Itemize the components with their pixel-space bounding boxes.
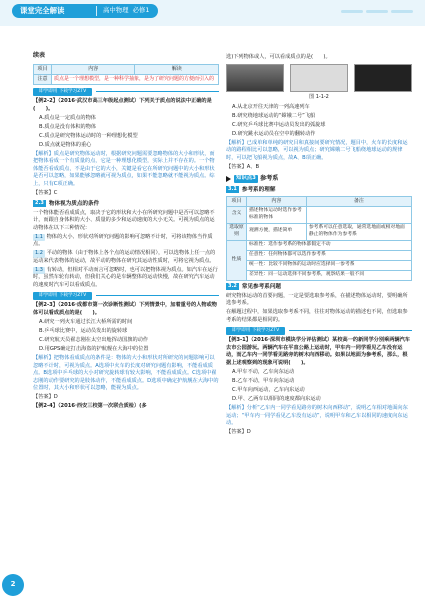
table-header-cell: 备注	[306, 196, 411, 206]
option: C.质点是研究物体运动时的一种理想化模型	[39, 132, 138, 139]
table-row	[227, 206, 412, 223]
table-row	[34, 74, 219, 84]
example-title: 【例2-2】（2016·武汉市高三年级起点测试）下列关于质点的说法中正确的是( )。	[33, 98, 212, 112]
answer-text: 【答案】A、B	[226, 164, 260, 170]
example-title: 【例2-3】（2016·成都市第一次诊断性测试）下列情景中，加着重号的人物或物体可以看成质点的是( )。	[33, 302, 217, 317]
practice-button[interactable]: 即学即用 下载学习ZTV	[226, 327, 285, 335]
table-header-cell: 内容	[247, 196, 307, 206]
table-cell: 观测方便，描述简单	[247, 223, 307, 240]
paragraph: 选)下列物体或人，可以看成质点的是( )。	[226, 54, 331, 60]
option: D.甲、乙两车以相同的速度都向东运动	[232, 395, 321, 402]
example-title: 【例3-1】（2016·深圳市模块学分评估测试）某校高一的新同学分别乘两辆汽车去市公园游玩。两辆汽车在平直公路上运动时，甲车内一同学看见乙车没有运动，而乙车内一同学看见路旁的树木向西移动。如果以地面为参考系，那么，根据上述观察到的现象可说明( )。	[226, 337, 410, 366]
volume-label: 必修1	[132, 6, 150, 14]
triangle-icon	[226, 176, 231, 182]
subsection-heading	[226, 186, 412, 194]
condition-text: 有转动，但相对平动而言可忽略时，也可以把物体视为质点。如汽车在运行时，虽然车轮有转动，但我们关心的是车辆整体的运动快慢，故在研究汽车运动的速度时汽车可以看成质点。	[33, 266, 218, 288]
divider	[96, 295, 219, 296]
subsection-heading	[226, 283, 412, 291]
paragraph: 在解题过程中，如果选取参考系不同，往往对物体运动的描述也不同，但选取参考系的结果都是相同的。	[226, 309, 408, 323]
table-row-label: 含义	[227, 206, 247, 223]
table-row-label: 注意	[34, 74, 52, 84]
practice-button[interactable]: 即学即用 下载学习ZTV	[33, 292, 92, 300]
table-header-row	[34, 64, 219, 74]
page-number-badge	[2, 574, 24, 596]
analysis-text: 【解析】分析“乙车内一同学看见路旁的树木向西移动”，说明乙车相对地面向东运动；“甲车内一同学看见乙车没有运动”，说明甲车和乙车以相同的速度向东运动。	[226, 404, 408, 427]
practice-strip	[226, 326, 412, 335]
knowledge-point-label: 知识点3	[236, 175, 256, 182]
subject-volume	[103, 6, 150, 15]
option: C.研究乒乓球比赛中运动员发出的弧旋球	[232, 121, 326, 128]
option: A.研究一列火车通过长江大桥所需的时间	[39, 319, 133, 326]
table-row	[227, 240, 412, 250]
table-row-label: 选取原则	[227, 223, 247, 240]
item-number: 1.2	[35, 250, 43, 257]
divider	[96, 91, 219, 92]
figure-caption: 图 1-1-2	[309, 93, 329, 100]
table-cell: 统一性：比较不同物体的运动时应选择同一参考系	[247, 260, 412, 270]
option: C.甲车向西运动，乙车向东运动	[232, 386, 305, 393]
subsection-heading	[33, 200, 219, 208]
book-title: 课堂完全解读	[20, 6, 65, 15]
table-cell: 差异性：同一运动选择不同参考系，观察结果一般不同	[247, 270, 412, 280]
subsection-title: 常见参考系问题	[241, 283, 282, 290]
paragraph: 一个物体能否看成质点，取决于它的形状和大小在所研究问题中是否可以忽略不计，而跟自身体积的大小、质量的多少和运动速度的大小无关。可视为质点的运动物体在以下三种情况：	[33, 209, 215, 231]
header-separator	[96, 6, 97, 16]
figure-images	[226, 64, 412, 92]
table-cell: 标准性：选作参考系的物体都假定不动	[247, 240, 412, 250]
practice-button[interactable]: 即学即用 下载学习ZTV	[33, 88, 92, 96]
table-header-cell: 解读	[135, 64, 219, 74]
answer-text: 【答案】D	[226, 429, 251, 436]
page-number: 2	[10, 580, 16, 588]
example-title: 【例2-4】（2016·西安三校第一次联合质检）(多	[33, 403, 147, 410]
option: B.乒乓球比赛中，运动员发出的旋转球	[39, 328, 128, 335]
table-cell: 质点是一个理想模型，是一种科学抽象，是为了研究问题的方便而引入的	[52, 74, 219, 84]
photo-spacecraft	[290, 64, 348, 92]
option: A.甲车不动，乙车向东运动	[232, 368, 295, 375]
table-header-cell: 项目	[227, 196, 247, 206]
table-header-cell: 内容	[52, 64, 135, 74]
table-row	[227, 223, 412, 240]
photo-diver	[354, 64, 412, 92]
table-cell	[306, 206, 411, 223]
analysis-text: 【解析】已成单和单纯的研究目和真接间要研究情况，题目中，火车的长度和运动的路程相比可以忽略，可以视为质点；研究嫦娥二号飞船绕地球运动的规律时，可以把飞船视为质点，故A、B项正确。	[226, 139, 408, 161]
option: B.研究绕地球运动的“嫦娥二号”飞船	[232, 112, 316, 119]
subject-label: 高中物理	[103, 6, 129, 14]
table-row-label: 性质	[227, 240, 247, 280]
item-number: 1.1	[35, 233, 43, 240]
left-column	[33, 52, 219, 412]
knowledge-point-heading	[226, 175, 412, 184]
condition-item	[33, 267, 219, 290]
reference-frame-table	[226, 196, 412, 281]
photo-train	[226, 64, 284, 92]
option: A.从北京开往天津的一列高速列车	[232, 103, 310, 110]
table-row	[227, 270, 412, 280]
option: D.用GPS确定打击海盗的护航舰在大海中的位置	[39, 346, 149, 353]
divider	[289, 330, 412, 331]
analysis-text: 【解析】质点是研究物体运动时，根据研究问题需要忽略物体的大小和形状，而把物体看成一个有质量的点，它是一种理想化模型，实际上并不存在的。一个物体能否看成质点，不是由于它的大小，关键是看它在所研究问题中的大小和形状是否可以忽略，如果能够忽略就可视为质点，如果不能忽略就不能视为质点。综上，只有C项正确。	[33, 150, 215, 187]
item-number: 1.3	[35, 266, 43, 273]
answer-text: 【答案】C	[33, 190, 58, 197]
concept-table	[33, 64, 219, 86]
option: B.乙车不动，甲车向东运动	[232, 377, 295, 384]
subsection-number: 3.2	[228, 282, 237, 289]
option: C.研究航天员翟志刚在太空出舱挥动国旗的动作	[39, 337, 149, 344]
table-row	[227, 260, 412, 270]
table-header-cell: 项目	[34, 64, 52, 74]
subsection-number: 3.1	[228, 185, 237, 192]
knowledge-point-title: 参考系	[259, 174, 279, 182]
page-header	[0, 0, 425, 26]
condition-text: 平动的物体（由于物体上各个点的运动情况相同），可以选物体上任一点的运动来代表物体的运动，故平动的物体在研究其运动性质时，可将它视为质点。	[33, 250, 216, 264]
table-cell: 参考系可以任意选取，通常选地面或相对地面静止的物体作为参考系	[306, 223, 411, 240]
practice-strip	[33, 291, 219, 300]
option: A.质点是一定质点的物体	[39, 114, 96, 121]
analysis-text: 【解析】把物体看成质点的条件是：物体的大小和形状对所研究的问题影响可以忽略不计时，可视为质点。A选项中火车的长度对研究问题有影响，不能看成质点。B选项中乒乓球的大小对研究旋转球有较大影响，不能看成质点。C选项中翟志刚的动作要研究的是肢体动作，不能看成质点。D选项中确定护航舰在大海中的位置时，其大小和形状可以忽略，能视为质点。	[33, 355, 219, 392]
table-header-row	[227, 196, 412, 206]
table-continued-label: 续表	[33, 52, 46, 59]
option: D.研究跳水运动员在空中的翻转动作	[232, 130, 316, 137]
answer-text: 【答案】D	[33, 394, 58, 401]
table-row	[227, 250, 412, 260]
subsection-title: 参考系的理解	[241, 186, 276, 193]
option: B.质点是没有体积的物体	[39, 123, 97, 130]
subsection-number: 2.3	[35, 199, 44, 206]
condition-item	[33, 234, 219, 249]
practice-strip	[33, 87, 219, 96]
subsection-title: 物体视为质点的条件	[48, 200, 100, 207]
right-column	[226, 54, 412, 438]
condition-text: 物体的大小、形状对所研究问题的影响可忽略不计时，可将该物体当作质点。	[33, 233, 213, 248]
option: D.质点就是物体的重心	[39, 141, 92, 148]
paragraph: 研究物体运动的首要问题，一定是要选取参考系，在描述物体运动时，要明确所选参考系。	[226, 292, 408, 307]
condition-item	[33, 250, 219, 265]
header-decoration	[338, 9, 413, 15]
table-cell: 描述物体运动时选作参考标准的物体	[247, 206, 307, 223]
table-cell: 任意性：任何物体都可以选作参考系	[247, 250, 412, 260]
